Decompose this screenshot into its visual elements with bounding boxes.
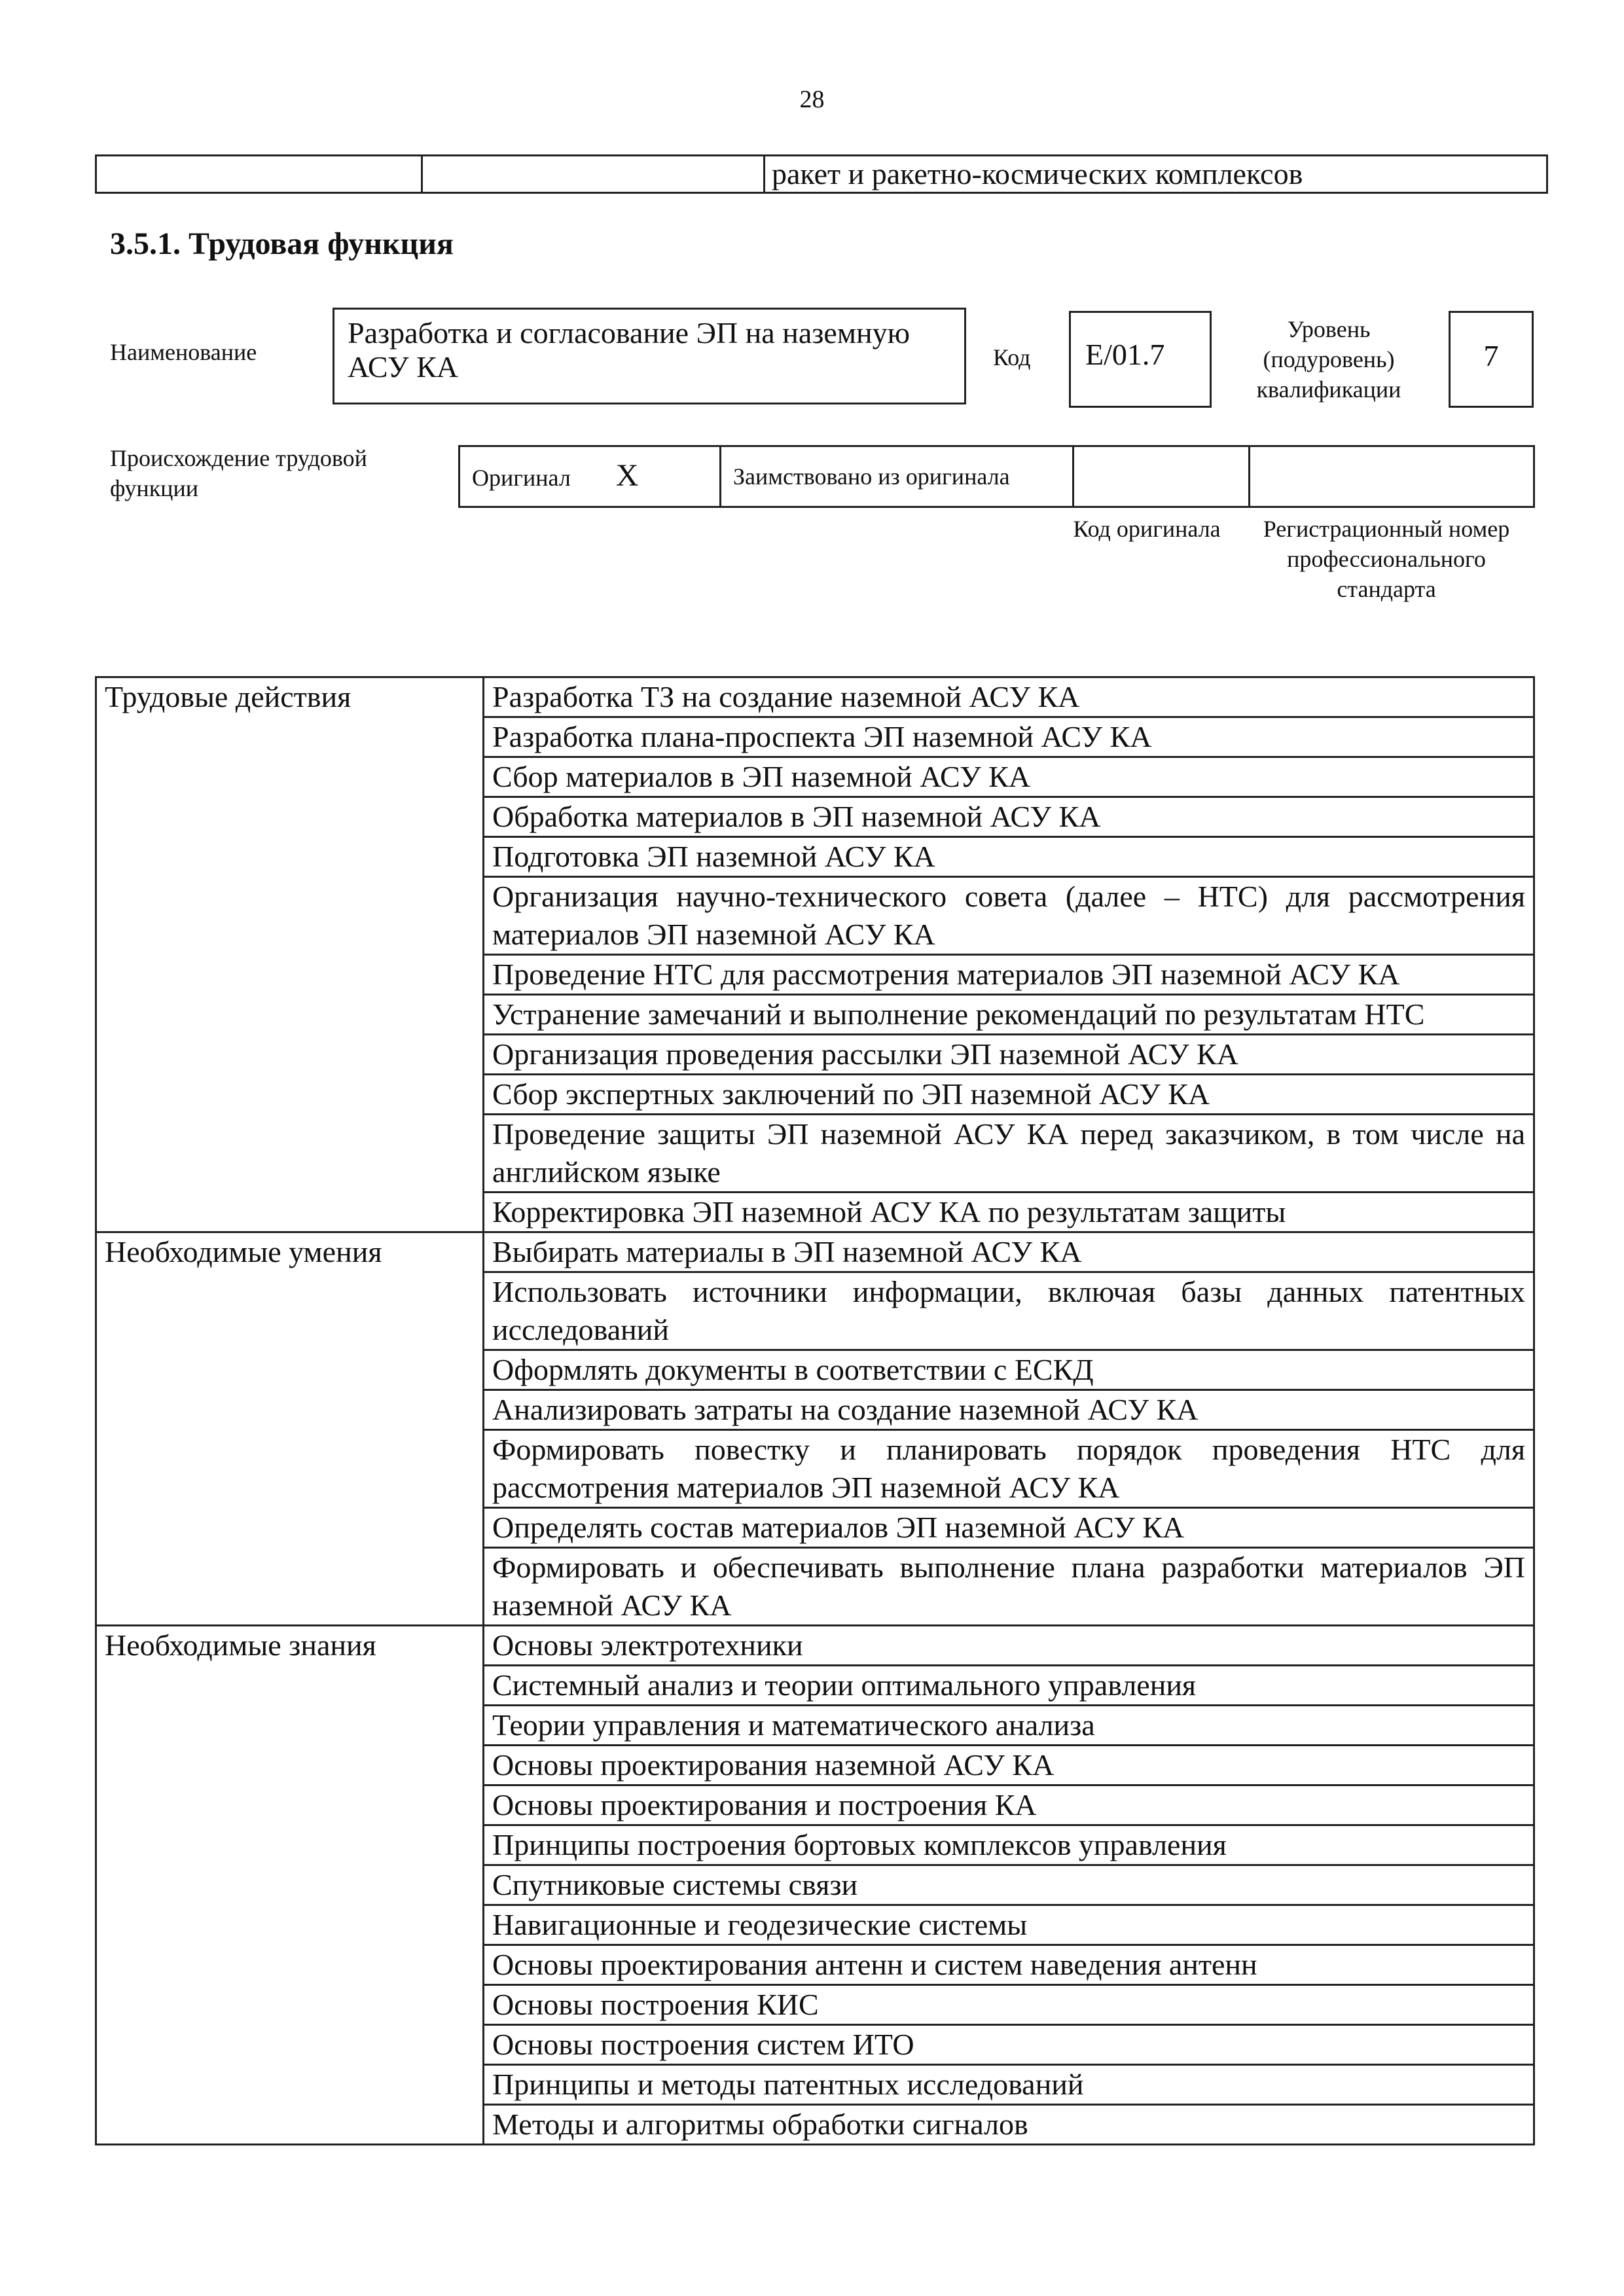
table-row — [96, 1706, 1534, 1746]
table-cell-item: Подготовка ЭП наземной АСУ КА — [484, 837, 1534, 877]
group-title-spacer — [96, 1115, 484, 1193]
group-title-spacer — [96, 1785, 484, 1825]
table-cell-item: Использовать источники информации, включая базы данных патентных исследований — [484, 1272, 1534, 1350]
registration-number-caption: Регистрационный номер профессионального стандарта — [1263, 516, 1510, 602]
table-row — [96, 1985, 1534, 2025]
table-cell-item: Методы и алгоритмы обработки сигналов — [484, 2105, 1534, 2145]
table-row — [96, 797, 1534, 837]
original-code-cell — [1074, 446, 1250, 507]
table-row — [96, 1746, 1534, 1785]
group-title-spacer — [96, 1945, 484, 1985]
group-title: Трудовые действия — [96, 677, 484, 717]
labor-function-table-body — [96, 677, 1534, 2145]
table-cell-item: Формировать и обеспечивать выполнение плана разработки материалов ЭП наземной АСУ КА — [484, 1548, 1534, 1626]
registration-number-cell — [1250, 446, 1534, 507]
table-cell-item: Организация научно-технического совета (далее – НТС) для рассмотрения материалов ЭП наземной АСУ КА — [484, 877, 1534, 955]
group-title-spacer — [96, 797, 484, 837]
group-title-spacer — [96, 1746, 484, 1785]
group-title-spacer — [96, 1666, 484, 1706]
table-cell-item: Формировать повестку и планировать порядок проведения НТС для рассмотрения материалов ЭП наземной АСУ КА — [484, 1430, 1534, 1508]
group-title: Необходимые умения — [96, 1232, 484, 1272]
group-title-spacer — [96, 1825, 484, 1865]
table-row — [96, 1626, 1534, 1666]
table-cell-item: Основы проектирования антенн и систем наведения антенн — [484, 1945, 1534, 1985]
group-title-spacer — [96, 1706, 484, 1746]
table-row — [96, 677, 1534, 717]
table-cell-item: Анализировать затраты на создание наземной АСУ КА — [484, 1390, 1534, 1430]
table-cell-item: Устранение замечаний и выполнение рекомендаций по результатам НТС — [484, 995, 1534, 1035]
table-cell-item: Выбирать материалы в ЭП наземной АСУ КА — [484, 1232, 1534, 1272]
table-cell-item: Сбор экспертных заключений по ЭП наземной АСУ КА — [484, 1075, 1534, 1115]
table-row — [96, 837, 1534, 877]
qualification-level-label: Уровень (подуровень) квалификации — [1256, 316, 1401, 403]
continuation-cell-3: ракет и ракетно-космических комплексов — [765, 156, 1547, 193]
table-cell-item: Оформлять документы в соответствии с ЕСКД — [484, 1350, 1534, 1390]
group-title-spacer — [96, 1985, 484, 2025]
origin-original-cell — [460, 446, 721, 507]
group-title-spacer — [96, 1508, 484, 1548]
qualification-level-box: 7 — [1449, 311, 1534, 408]
group-title-spacer — [96, 757, 484, 797]
table-row — [96, 1548, 1534, 1626]
original-mark: X — [615, 457, 639, 493]
table-row — [96, 2025, 1534, 2065]
table-row — [96, 1232, 1534, 1272]
table-row — [96, 717, 1534, 757]
group-title-spacer — [96, 1035, 484, 1075]
original-code-caption: Код оригинала — [1073, 516, 1221, 542]
group-title-spacer — [96, 2065, 484, 2105]
group-title-spacer — [96, 837, 484, 877]
table-row — [96, 1075, 1534, 1115]
table-row — [96, 1430, 1534, 1508]
table-cell-item: Проведение НТС для рассмотрения материалов ЭП наземной АСУ КА — [484, 955, 1534, 995]
table-row — [96, 1825, 1534, 1865]
table-row — [96, 1272, 1534, 1350]
table-cell-item: Проведение защиты ЭП наземной АСУ КА перед заказчиком, в том числе на английском языке — [484, 1115, 1534, 1193]
table-row — [96, 1508, 1534, 1548]
group-title-spacer — [96, 1905, 484, 1945]
table-row — [96, 1905, 1534, 1945]
table-row — [96, 2065, 1534, 2105]
group-title-spacer — [96, 995, 484, 1035]
group-title-spacer — [96, 1193, 484, 1232]
table-cell-item: Теории управления и математического анализа — [484, 1706, 1534, 1746]
table-cell-item: Основы построения КИС — [484, 1985, 1534, 2025]
table-cell-item: Организация проведения рассылки ЭП наземной АСУ КА — [484, 1035, 1534, 1075]
table-row — [96, 2105, 1534, 2145]
group-title-spacer — [96, 1548, 484, 1626]
name-label: Наименование — [110, 339, 257, 365]
continuation-table — [95, 154, 1548, 194]
group-title-spacer — [96, 1272, 484, 1350]
continuation-cell-1 — [96, 156, 422, 193]
table-row — [96, 757, 1534, 797]
group-title-spacer — [96, 1390, 484, 1430]
group-title-spacer — [96, 717, 484, 757]
table-row — [96, 1666, 1534, 1706]
group-title-spacer — [96, 2105, 484, 2145]
origin-table — [458, 445, 1535, 508]
table-row — [96, 1115, 1534, 1193]
table-cell-item: Разработка ТЗ на создание наземной АСУ КА — [484, 677, 1534, 717]
table-row — [96, 955, 1534, 995]
table-cell-item: Основы проектирования наземной АСУ КА — [484, 1746, 1534, 1785]
code-value-box: E/01.7 — [1069, 311, 1212, 408]
table-cell-item: Разработка плана-проспекта ЭП наземной АСУ КА — [484, 717, 1534, 757]
table-cell-item: Обработка материалов в ЭП наземной АСУ КА — [484, 797, 1534, 837]
table-cell-item: Навигационные и геодезические системы — [484, 1905, 1534, 1945]
page-number: 28 — [799, 86, 825, 113]
origin-label: Происхождение трудовой функции — [110, 445, 367, 501]
table-cell-item: Основы проектирования и построения КА — [484, 1785, 1534, 1825]
table-row — [96, 1035, 1534, 1075]
table-cell-item: Основы построения систем ИТО — [484, 2025, 1534, 2065]
labor-function-table — [95, 676, 1535, 2145]
table-row — [96, 995, 1534, 1035]
table-cell-item: Корректировка ЭП наземной АСУ КА по результатам защиты — [484, 1193, 1534, 1232]
continuation-cell-2 — [422, 156, 765, 193]
group-title-spacer — [96, 955, 484, 995]
table-row — [96, 877, 1534, 955]
table-row — [96, 1390, 1534, 1430]
origin-row — [460, 446, 1534, 507]
original-label: Оригинал — [472, 464, 571, 491]
group-title-spacer — [96, 2025, 484, 2065]
table-cell-item: Сбор материалов в ЭП наземной АСУ КА — [484, 757, 1534, 797]
table-cell-item: Основы электротехники — [484, 1626, 1534, 1666]
table-cell-item: Принципы построения бортовых комплексов управления — [484, 1825, 1534, 1865]
group-title-spacer — [96, 1430, 484, 1508]
table-cell-item: Определять состав материалов ЭП наземной АСУ КА — [484, 1508, 1534, 1548]
table-row — [96, 1785, 1534, 1825]
table-cell-item: Спутниковые системы связи — [484, 1865, 1534, 1905]
group-title-spacer — [96, 877, 484, 955]
table-cell-item: Системный анализ и теории оптимального управления — [484, 1666, 1534, 1706]
code-label: Код — [993, 344, 1031, 370]
table-row — [96, 1193, 1534, 1232]
borrowed-label: Заимствовано из оригинала — [721, 446, 1074, 507]
continuation-row — [96, 156, 1547, 193]
group-title: Необходимые знания — [96, 1626, 484, 1666]
table-row — [96, 1945, 1534, 1985]
function-name-box: Разработка и согласование ЭП на наземную АСУ КА — [333, 308, 966, 404]
table-row — [96, 1865, 1534, 1905]
group-title-spacer — [96, 1865, 484, 1905]
group-title-spacer — [96, 1075, 484, 1115]
table-cell-item: Принципы и методы патентных исследований — [484, 2065, 1534, 2105]
table-row — [96, 1350, 1534, 1390]
group-title-spacer — [96, 1350, 484, 1390]
section-title: 3.5.1. Трудовая функция — [110, 226, 454, 261]
